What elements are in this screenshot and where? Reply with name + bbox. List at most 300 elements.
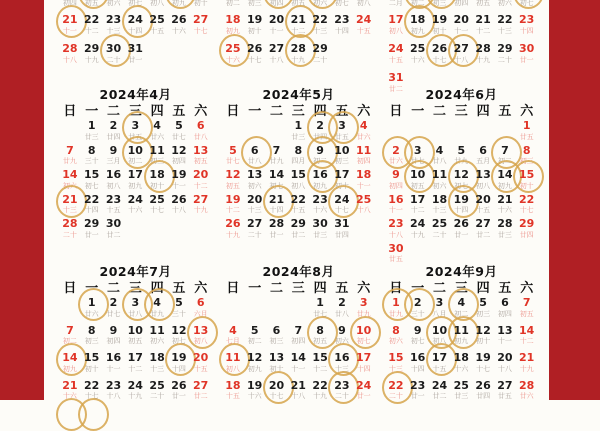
weekday-header: 四 (476, 281, 490, 296)
day-number[interactable]: 23 (410, 378, 426, 392)
lunar-label: 二月 (388, 0, 403, 7)
day-number[interactable]: 7 (522, 296, 531, 309)
day-number[interactable]: 18 (410, 13, 426, 26)
day-number[interactable]: 8 (294, 143, 303, 157)
day-number[interactable]: 21 (475, 13, 491, 26)
lunar-label: 初六 (497, 0, 512, 7)
day-number[interactable]: 10 (127, 323, 143, 337)
day-number[interactable]: 21 (290, 13, 306, 26)
weekday-header: 四 (313, 281, 327, 296)
lunar-label: 初四 (171, 157, 186, 165)
day-number[interactable]: 20 (475, 192, 491, 206)
day-number[interactable]: 17 (356, 351, 372, 364)
weekday-header: 五 (172, 281, 186, 296)
day-number[interactable]: 23 (334, 13, 350, 26)
day-number[interactable]: 20 (268, 13, 285, 26)
day-number[interactable]: 11 (431, 168, 448, 181)
day-number[interactable]: 21 (497, 192, 513, 206)
day-number[interactable]: 15 (84, 351, 100, 364)
day-number[interactable]: 10 (410, 168, 426, 181)
lunar-label: 初九 (225, 26, 240, 35)
day-number[interactable]: 27 (247, 217, 263, 230)
day-number[interactable]: 3 (131, 296, 140, 309)
day-number[interactable]: 10 (431, 323, 448, 337)
day-number[interactable]: 24 (127, 13, 143, 26)
lunar-label: 廿九 (356, 309, 371, 318)
day-number[interactable]: 15 (290, 168, 306, 181)
lunar-label: 初六 (150, 337, 165, 345)
day-number[interactable]: 17 (127, 168, 143, 181)
lunar-label: 十九 (410, 230, 425, 239)
lunar-label: 初十 (432, 26, 447, 35)
day-number[interactable]: 30 (312, 217, 328, 230)
day-number[interactable]: 27 (475, 217, 491, 230)
day-number[interactable]: 21 (290, 378, 306, 392)
day-number[interactable]: 17 (127, 351, 143, 364)
lunar-label: 初四 (106, 337, 121, 345)
lunar-label: 廿四 (334, 230, 349, 239)
lunar-label: 初三 (269, 337, 284, 345)
day-number[interactable]: 14 (519, 323, 535, 337)
day-number[interactable]: 22 (312, 378, 328, 392)
day-number[interactable]: 15 (519, 168, 535, 181)
day-number[interactable]: 28 (497, 217, 513, 230)
day-number[interactable]: 24 (356, 378, 372, 392)
day-number[interactable]: 11 (356, 143, 372, 157)
day-number[interactable]: 5 (457, 143, 466, 157)
day-number[interactable]: 27 (268, 42, 285, 55)
day-number[interactable]: 26 (475, 378, 491, 392)
day-number[interactable]: 2 (109, 119, 118, 132)
day-number[interactable]: 24 (127, 378, 143, 392)
day-number[interactable]: 25 (410, 42, 426, 55)
day-number[interactable]: 2 (338, 296, 346, 309)
lunar-label: 廿四 (476, 392, 491, 400)
day-number[interactable]: 30 (105, 42, 122, 55)
day-number[interactable]: 24 (356, 13, 372, 26)
weekday-header: 三 (128, 281, 142, 296)
day-number[interactable]: 1 (294, 119, 303, 132)
day-number[interactable]: 22 (519, 192, 535, 206)
weekday-header: 六 (357, 104, 371, 119)
day-number[interactable]: 19 (475, 351, 491, 364)
weekday-header: 四 (476, 104, 490, 119)
day-number[interactable]: 20 (193, 168, 209, 181)
lunar-label: 十二 (84, 26, 99, 35)
day-number[interactable]: 13 (475, 168, 491, 181)
lunar-label: 十五 (150, 26, 165, 35)
day-number[interactable]: 26 (247, 42, 263, 55)
lunar-label: 二十 (432, 230, 447, 239)
day-number[interactable]: 18 (431, 192, 448, 206)
day-number[interactable]: 22 (84, 378, 100, 392)
day-number[interactable]: 21 (268, 192, 285, 206)
lunar-label: 初六 (334, 337, 349, 345)
day-number[interactable]: 2 (316, 119, 324, 132)
day-number[interactable]: 27 (193, 192, 209, 206)
day-number[interactable]: 13 (193, 143, 209, 157)
lunar-label: 初九 (497, 181, 512, 190)
lunar-label: 廿六 (356, 132, 371, 141)
day-number[interactable]: 22 (290, 192, 306, 206)
day-number[interactable]: 7 (66, 143, 74, 157)
lunar-label: 十一 (106, 364, 121, 373)
day-number[interactable]: 31 (334, 217, 350, 230)
day-number[interactable]: 11 (453, 323, 469, 337)
day-number[interactable]: 12 (475, 323, 491, 337)
lunar-label: 十五 (106, 206, 121, 214)
day-number[interactable]: 25 (149, 378, 165, 392)
day-number[interactable]: 16 (312, 168, 328, 181)
lunar-label: 十六 (171, 26, 186, 35)
lunar-label: 初五 (128, 337, 143, 345)
lunar-label: 十一 (497, 337, 512, 345)
lunar-label: 十七 (334, 206, 349, 214)
day-number[interactable]: 29 (312, 42, 328, 55)
day-number[interactable]: 26 (453, 217, 469, 230)
day-number[interactable]: 1 (392, 296, 400, 309)
day-number[interactable]: 19 (171, 168, 187, 181)
lunar-label: 十八 (171, 206, 186, 214)
day-number[interactable]: 17 (431, 351, 448, 364)
day-number[interactable]: 16 (388, 192, 404, 206)
day-number[interactable]: 2 (413, 296, 422, 309)
day-number[interactable]: 23 (388, 217, 404, 230)
day-number[interactable]: 17 (334, 168, 350, 181)
day-number[interactable]: 10 (127, 143, 143, 157)
day-number[interactable]: 29 (290, 217, 306, 230)
day-number[interactable]: 9 (392, 168, 400, 181)
day-number[interactable]: 14 (497, 168, 513, 181)
lunar-label: 廿五 (388, 255, 403, 263)
day-number[interactable]: 21 (62, 13, 78, 26)
day-number[interactable]: 22 (84, 13, 100, 26)
day-number[interactable]: 4 (435, 143, 444, 157)
day-number[interactable]: 26 (225, 217, 241, 230)
day-number[interactable]: 11 (149, 323, 165, 337)
lunar-label: 二十 (313, 55, 328, 64)
day-number[interactable]: 12 (453, 168, 469, 181)
day-number[interactable]: 12 (247, 351, 263, 364)
day-number[interactable]: 22 (312, 13, 328, 26)
day-number[interactable]: 4 (359, 119, 368, 132)
day-number[interactable]: 15 (388, 351, 404, 364)
day-number[interactable]: 25 (149, 192, 165, 206)
day-number[interactable]: 19 (247, 378, 263, 392)
day-number[interactable]: 8 (316, 323, 324, 337)
day-number[interactable]: 21 (519, 351, 535, 364)
day-number[interactable]: 15 (84, 168, 100, 181)
lunar-label: 十五 (356, 26, 371, 35)
lunar-label: 十二 (225, 206, 240, 214)
day-number[interactable]: 7 (66, 323, 74, 337)
day-number[interactable]: 8 (522, 143, 531, 157)
weekday-header: 四 (150, 281, 164, 296)
day-number[interactable]: 1 (87, 296, 96, 309)
day-number[interactable]: 24 (388, 42, 404, 55)
lunar-label: 初九 (454, 337, 469, 345)
day-number[interactable]: 9 (338, 323, 346, 337)
lunar-label: 三十 (171, 309, 186, 318)
lunar-label: 廿八 (432, 157, 447, 165)
day-number[interactable]: 16 (410, 351, 426, 364)
day-number[interactable]: 5 (250, 323, 259, 337)
day-number[interactable]: 12 (171, 143, 187, 157)
weekday-header: 四 (313, 104, 327, 119)
day-number[interactable]: 10 (334, 143, 350, 157)
day-number[interactable]: 7 (294, 323, 303, 337)
day-number[interactable]: 17 (410, 192, 426, 206)
day-number[interactable]: 14 (62, 168, 78, 181)
lunar-label: 十一 (388, 206, 403, 214)
day-number[interactable]: 11 (149, 143, 165, 157)
day-number[interactable]: 19 (431, 13, 448, 26)
day-number[interactable]: 23 (312, 192, 328, 206)
lunar-label: 廿七 (410, 157, 425, 165)
day-number[interactable]: 26 (431, 42, 448, 55)
day-number[interactable]: 13 (268, 351, 285, 364)
day-number[interactable]: 28 (519, 378, 535, 392)
day-number[interactable]: 4 (153, 296, 161, 309)
day-number[interactable]: 8 (87, 143, 96, 157)
lunar-label: 廿二 (291, 230, 306, 239)
day-number[interactable]: 24 (431, 378, 448, 392)
day-number[interactable]: 25 (431, 217, 448, 230)
month-title: 2024年4月 (99, 87, 172, 102)
day-number[interactable]: 19 (247, 13, 263, 26)
lunar-label: 十五 (291, 206, 306, 214)
day-number[interactable]: 27 (193, 378, 209, 392)
day-number[interactable]: 18 (225, 378, 241, 392)
day-number[interactable]: 3 (359, 296, 368, 309)
lunar-label: 廿八 (334, 309, 349, 318)
day-number[interactable]: 13 (193, 323, 209, 337)
day-number[interactable]: 13 (247, 168, 263, 181)
day-number[interactable]: 18 (356, 168, 372, 181)
lunar-label: 十八 (106, 392, 121, 400)
day-number[interactable]: 8 (392, 323, 400, 337)
lunar-label: 二十 (150, 392, 165, 400)
weekday-header: 日 (63, 104, 77, 119)
day-number[interactable]: 28 (290, 42, 306, 55)
day-number[interactable]: 30 (388, 241, 404, 255)
day-number[interactable]: 21 (62, 378, 78, 392)
day-number[interactable]: 20 (247, 192, 263, 206)
lunar-label: 廿九 (454, 157, 469, 165)
day-number[interactable]: 26 (171, 13, 187, 26)
day-number[interactable]: 19 (171, 351, 187, 364)
day-number[interactable]: 7 (272, 143, 281, 157)
lunar-label: 十九 (225, 230, 240, 239)
day-number[interactable]: 31 (388, 71, 404, 84)
day-number[interactable]: 4 (457, 296, 466, 309)
day-number[interactable]: 26 (171, 192, 187, 206)
day-number[interactable]: 27 (453, 42, 469, 55)
day-number[interactable]: 20 (193, 351, 209, 364)
day-number[interactable]: 14 (268, 168, 285, 181)
day-number[interactable]: 23 (105, 192, 122, 206)
day-number[interactable]: 19 (453, 192, 469, 206)
day-number[interactable]: 6 (196, 119, 205, 132)
day-number[interactable]: 24 (334, 192, 350, 206)
lunar-label: 廿五 (334, 132, 349, 141)
day-number[interactable]: 24 (410, 217, 426, 230)
day-number[interactable]: 28 (268, 217, 285, 230)
day-number[interactable]: 3 (435, 296, 444, 309)
day-number[interactable]: 17 (388, 13, 404, 26)
weekday-header: 五 (335, 104, 349, 119)
day-number[interactable]: 29 (497, 42, 513, 55)
day-number[interactable]: 22 (84, 192, 100, 206)
day-number[interactable]: 6 (250, 143, 259, 157)
day-number[interactable]: 2 (392, 143, 400, 157)
day-number[interactable]: 4 (153, 119, 161, 132)
day-number[interactable]: 22 (497, 13, 513, 26)
lunar-label: 廿六 (84, 309, 99, 318)
day-number[interactable]: 29 (519, 217, 535, 230)
lunar-label: 廿八 (193, 132, 208, 141)
day-number[interactable]: 5 (479, 296, 487, 309)
lunar-label: 初四 (356, 157, 371, 165)
day-number[interactable]: 25 (356, 192, 372, 206)
day-number[interactable]: 9 (413, 323, 422, 337)
day-number[interactable]: 14 (290, 351, 306, 364)
day-number[interactable]: 4 (229, 323, 237, 337)
day-number[interactable]: 14 (62, 351, 78, 364)
day-number[interactable]: 1 (87, 119, 96, 132)
weekday-header: 日 (389, 281, 403, 296)
day-number[interactable]: 12 (225, 168, 241, 181)
lunar-label: 十三 (106, 26, 121, 35)
weekday-header: 一 (85, 104, 99, 119)
day-number[interactable]: 20 (453, 13, 469, 26)
day-number[interactable]: 3 (413, 143, 422, 157)
lunar-label: 十九 (291, 55, 306, 64)
day-number[interactable]: 18 (149, 168, 165, 181)
day-number[interactable]: 19 (225, 192, 241, 206)
day-number[interactable]: 6 (501, 296, 509, 309)
day-number[interactable]: 28 (475, 42, 491, 55)
day-number[interactable]: 10 (356, 323, 372, 337)
day-number[interactable]: 20 (268, 378, 285, 392)
day-number[interactable]: 1 (522, 119, 531, 132)
day-number[interactable]: 24 (127, 192, 143, 206)
lunar-label: 十五 (432, 364, 447, 373)
day-number[interactable]: 18 (149, 351, 165, 364)
lunar-label: 十七 (519, 206, 534, 214)
lunar-label: 十二 (128, 364, 143, 373)
day-number[interactable]: 31 (127, 42, 143, 55)
day-number[interactable]: 7 (501, 143, 509, 157)
lunar-label: 十九 (519, 364, 534, 373)
day-number[interactable]: 3 (338, 119, 346, 132)
day-number[interactable]: 23 (334, 378, 350, 392)
day-number[interactable]: 27 (497, 378, 513, 392)
day-number[interactable]: 12 (171, 323, 187, 337)
day-number[interactable]: 30 (519, 42, 535, 55)
lunar-label: 初九 (410, 26, 425, 35)
day-number[interactable]: 23 (105, 378, 122, 392)
day-number[interactable]: 16 (105, 351, 122, 364)
day-number[interactable]: 23 (519, 13, 535, 26)
day-number[interactable]: 23 (105, 13, 122, 26)
day-number[interactable]: 5 (229, 143, 237, 157)
day-number[interactable]: 6 (479, 143, 487, 157)
day-number[interactable]: 29 (84, 217, 100, 230)
day-number[interactable]: 11 (225, 351, 241, 364)
day-number[interactable]: 1 (316, 296, 324, 309)
lunar-label: 十九 (128, 392, 143, 400)
day-number[interactable]: 27 (193, 13, 209, 26)
day-number[interactable]: 15 (312, 351, 328, 364)
lunar-label: 初五 (193, 157, 208, 165)
day-number[interactable]: 3 (131, 119, 140, 132)
day-number[interactable]: 16 (334, 351, 350, 364)
day-number[interactable]: 28 (62, 217, 78, 230)
day-number[interactable]: 6 (272, 323, 281, 337)
day-number[interactable]: 25 (225, 42, 241, 55)
lunar-label: 廿一 (171, 392, 186, 400)
lunar-label: 二十 (247, 230, 262, 239)
lunar-label: 五月 (476, 157, 491, 165)
day-number[interactable]: 2 (109, 296, 118, 309)
day-number[interactable]: 25 (149, 13, 165, 26)
day-number[interactable]: 21 (62, 192, 78, 206)
day-number[interactable]: 9 (316, 143, 324, 157)
day-number[interactable]: 29 (84, 42, 100, 55)
weekday-header: 二 (432, 281, 446, 296)
lunar-label: 廿二 (193, 392, 208, 400)
lunar-label: 初八 (356, 0, 371, 7)
weekday-header: 二 (106, 281, 120, 296)
lunar-label: 廿七 (106, 309, 121, 318)
day-number[interactable]: 25 (453, 378, 469, 392)
day-number[interactable]: 5 (175, 296, 183, 309)
day-number[interactable]: 18 (225, 13, 241, 26)
lunar-label: 廿七 (313, 309, 328, 318)
day-number[interactable]: 18 (453, 351, 469, 364)
lunar-label: 十一 (454, 26, 469, 35)
weekday-header: 五 (335, 281, 349, 296)
day-number[interactable]: 16 (105, 168, 122, 181)
lunar-label: 十七 (476, 364, 491, 373)
day-number[interactable]: 6 (196, 296, 205, 309)
day-number[interactable]: 9 (109, 143, 118, 157)
day-number[interactable]: 8 (87, 323, 96, 337)
lunar-label: 初七 (454, 181, 469, 190)
day-number[interactable]: 30 (105, 217, 122, 230)
lunar-label: 廿二 (106, 230, 121, 239)
day-number[interactable]: 9 (109, 323, 118, 337)
lunar-label: 初三 (150, 157, 165, 165)
lunar-label: 初八 (193, 337, 208, 345)
lunar-label: 廿九 (269, 157, 284, 165)
lunar-label: 初六 (388, 337, 403, 345)
lunar-label: 廿四 (106, 132, 121, 141)
lunar-label: 初二 (454, 309, 469, 318)
day-number[interactable]: 5 (175, 119, 183, 132)
day-number[interactable]: 20 (497, 351, 513, 364)
day-number[interactable]: 28 (62, 42, 78, 55)
lunar-label: 十六 (497, 206, 512, 214)
lunar-label: 廿一 (356, 392, 371, 400)
day-number[interactable]: 22 (388, 378, 404, 392)
day-number[interactable]: 26 (171, 378, 187, 392)
day-number[interactable]: 13 (497, 323, 513, 337)
weekday-header: 六 (520, 104, 534, 119)
month-2024-07 (59, 0, 212, 400)
lunar-label: 初五 (225, 181, 240, 190)
